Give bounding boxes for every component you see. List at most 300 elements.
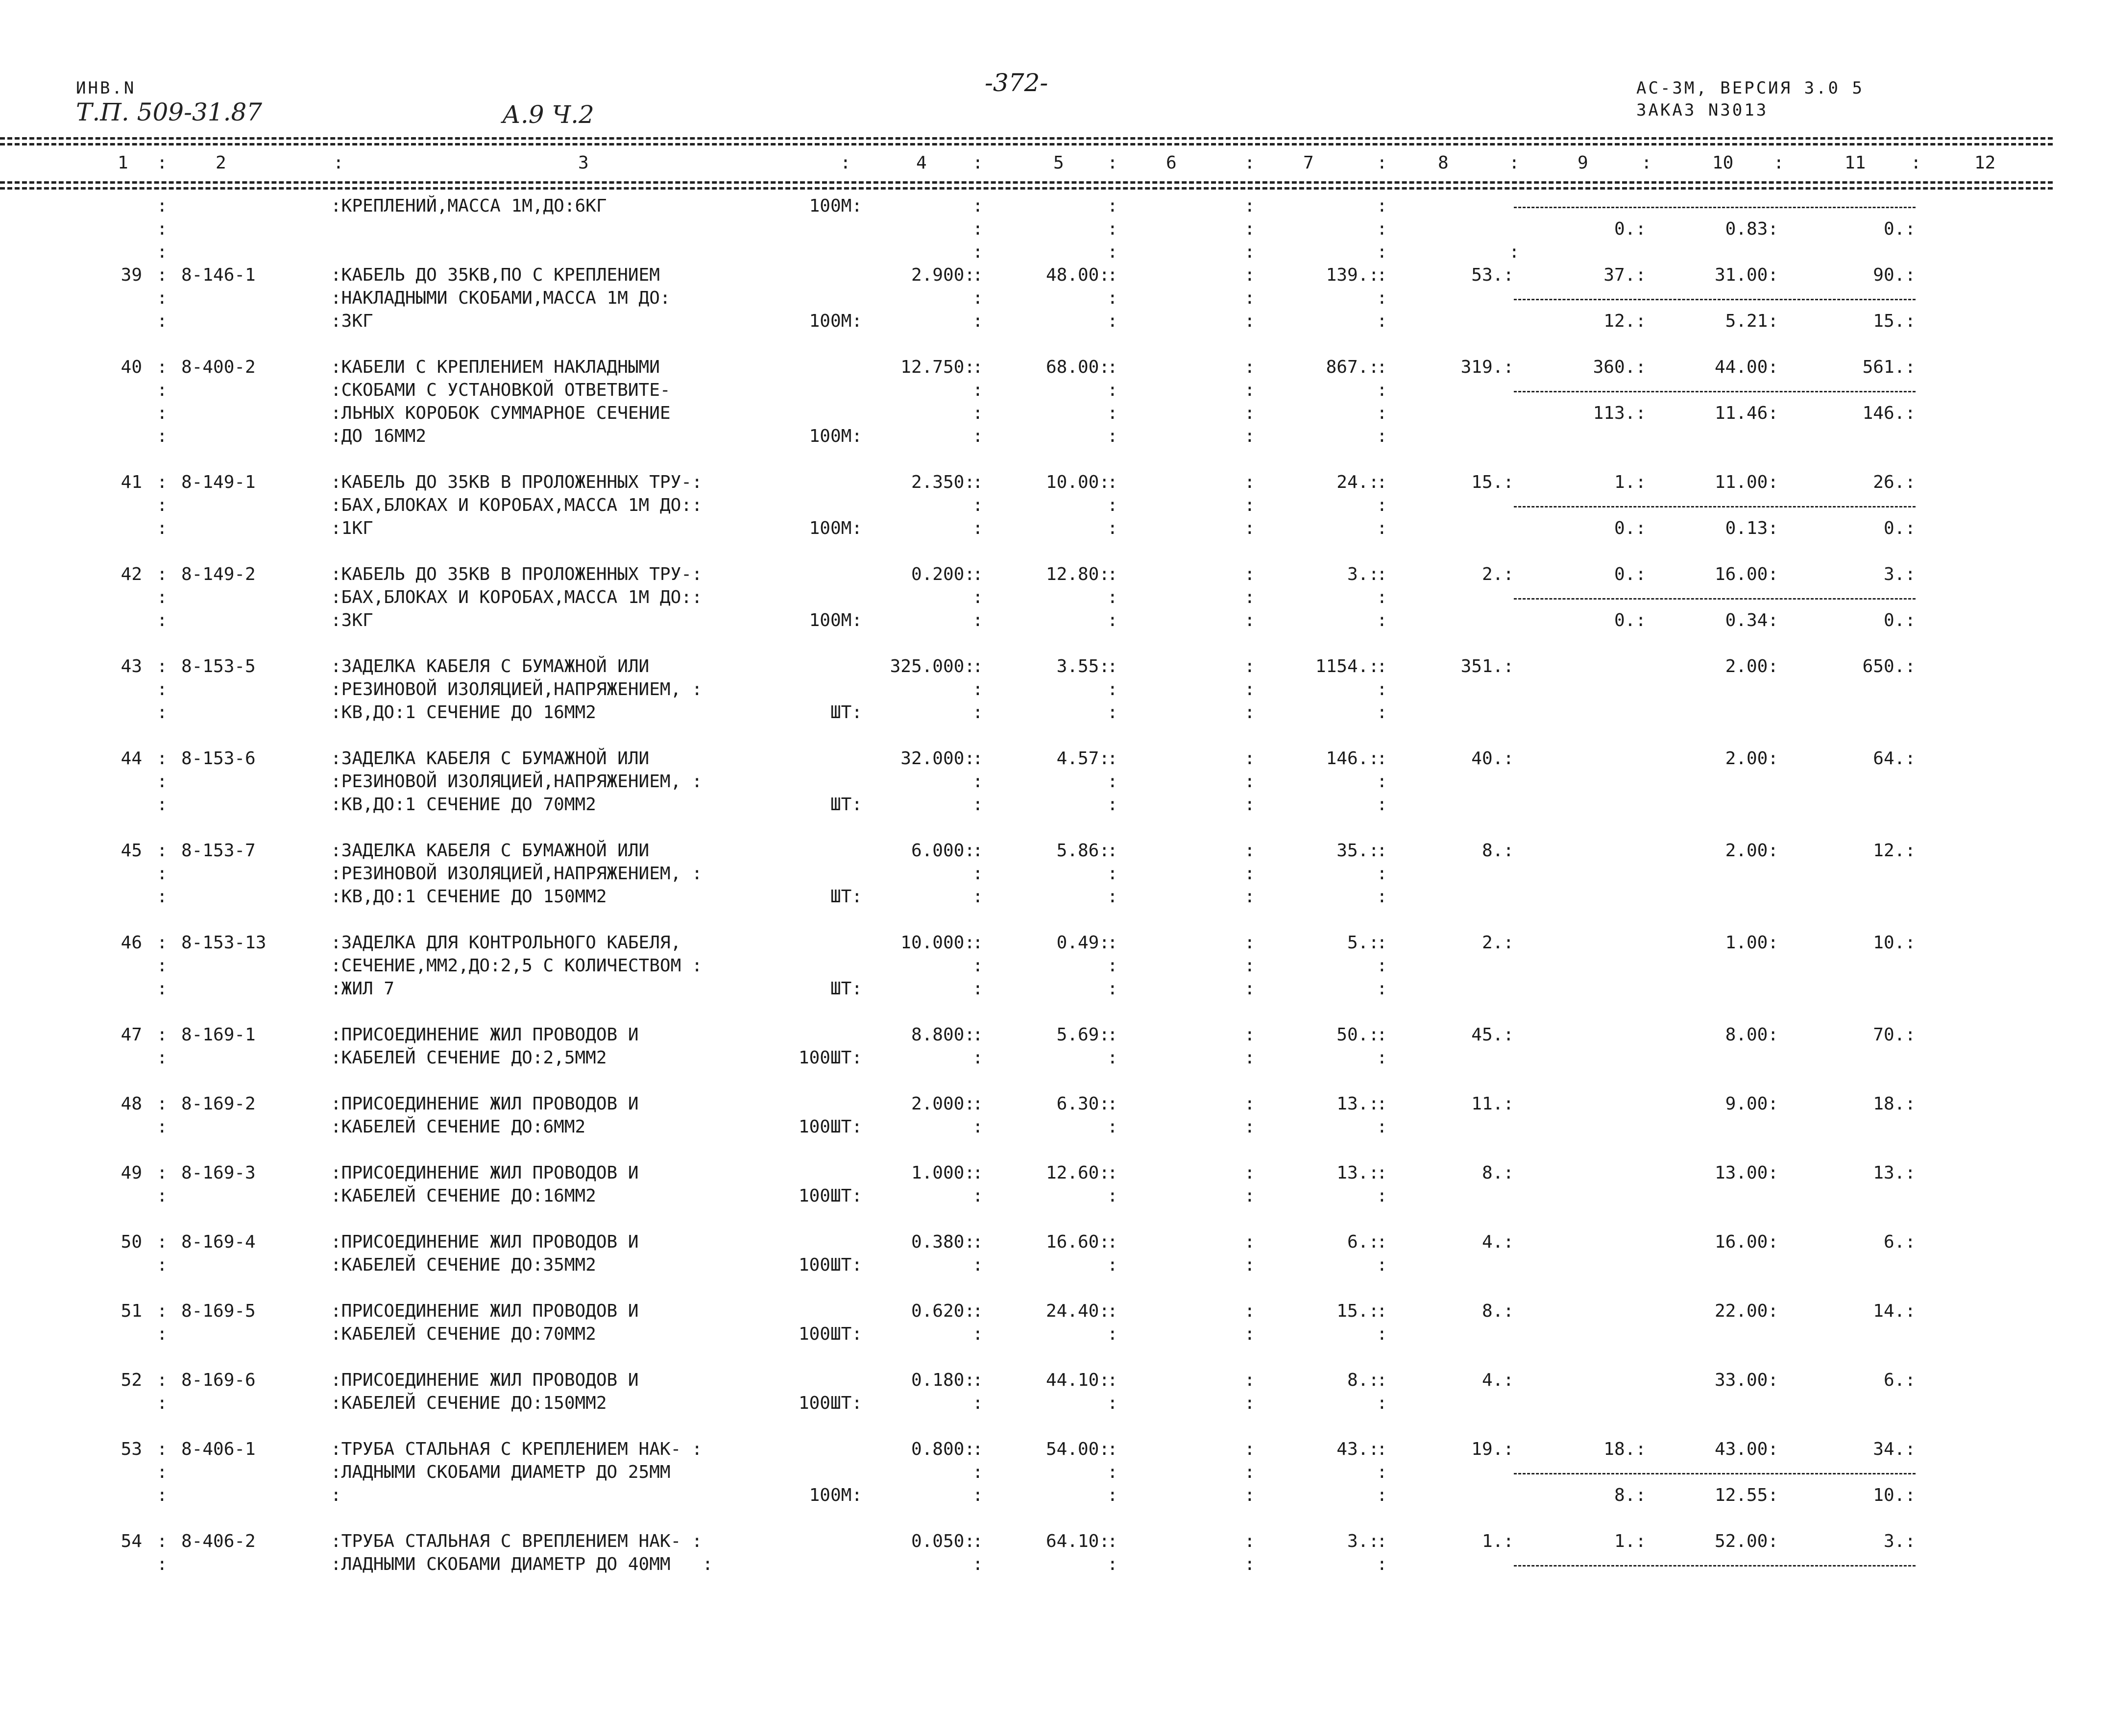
column-separator: : <box>1377 1301 1387 1321</box>
handwritten-project-number: Т.П. 509-31.87 <box>76 98 263 126</box>
column-separator: : <box>972 864 983 884</box>
value-c7: 146.: <box>1326 748 1379 769</box>
unit-of-measure: 100ШТ: <box>798 1117 862 1137</box>
column-separator: : <box>972 1048 983 1068</box>
column-separator: : <box>157 196 168 216</box>
column-separator: : <box>157 979 168 999</box>
work-description: :ПРИСОЕДИНЕНИЕ ЖИЛ ПРОВОДОВ И <box>331 1094 639 1114</box>
column-separator: : <box>972 956 983 976</box>
column-separator: : <box>1244 1485 1255 1505</box>
column-separator: : <box>1244 1048 1255 1068</box>
column-separator: : <box>1107 153 1118 173</box>
column-separator: : <box>1244 288 1255 308</box>
column-separator: : <box>972 702 983 723</box>
column-separator: : <box>1377 380 1387 400</box>
value-c10: 8.00: <box>1725 1025 1778 1045</box>
subtotal-c9: 12.: <box>1603 311 1646 331</box>
unit-of-measure: ШТ: <box>830 887 862 907</box>
subtotal-rule <box>1514 598 1916 600</box>
column-separator: : <box>1377 702 1387 723</box>
value-c9: 1.: <box>1614 1531 1646 1551</box>
column-separator: : <box>1377 196 1387 216</box>
work-description: :1КГ <box>331 518 373 538</box>
column-separator: : <box>1244 795 1255 815</box>
value-c7: 3.: <box>1347 564 1379 584</box>
value-c7: 139.: <box>1326 265 1379 285</box>
value-c5: 0.49: <box>1056 933 1110 953</box>
column-separator: : <box>157 1048 168 1068</box>
subtotal-c9: 0.: <box>1614 610 1646 630</box>
column-header-6: 6 <box>1166 153 1177 173</box>
top-rule <box>0 137 2053 140</box>
column-separator: : <box>1377 265 1387 285</box>
column-separator: : <box>1641 153 1652 173</box>
subtotal-c11: 146.: <box>1862 403 1916 423</box>
column-separator: : <box>157 772 168 792</box>
subtotal-rule <box>1514 391 1916 392</box>
column-separator: : <box>157 795 168 815</box>
column-separator: : <box>1244 979 1255 999</box>
value-c11: 90.: <box>1873 265 1916 285</box>
rate-code: 8-153-7 <box>181 841 256 861</box>
column-separator: : <box>1377 1462 1387 1482</box>
column-separator: : <box>1244 426 1255 446</box>
column-separator: : <box>1377 495 1387 515</box>
work-description: :КАБЕЛЕЙ СЕЧЕНИЕ ДО:70ММ2 <box>331 1324 596 1344</box>
column-separator: : <box>157 956 168 976</box>
value-c4: 0.050: <box>911 1531 975 1551</box>
value-c11: 10.: <box>1873 933 1916 953</box>
value-c4: 0.380: <box>911 1232 975 1252</box>
column-separator: : <box>1244 242 1255 262</box>
rate-code: 8-400-2 <box>181 357 256 377</box>
column-separator: : <box>972 979 983 999</box>
column-separator: : <box>157 841 168 861</box>
value-c5: 16.60: <box>1045 1232 1110 1252</box>
column-separator: : <box>1244 403 1255 423</box>
column-separator: : <box>157 153 168 173</box>
unit-of-measure: 100ШТ: <box>798 1393 862 1413</box>
rate-code: 8-146-1 <box>181 265 256 285</box>
value-c10: 31.00: <box>1714 265 1778 285</box>
column-separator: : <box>1244 1324 1255 1344</box>
column-separator: : <box>157 219 168 239</box>
value-c7: 13.: <box>1336 1163 1379 1183</box>
value-c10: 52.00: <box>1714 1531 1778 1551</box>
column-separator: : <box>333 153 344 173</box>
row-number: 44 <box>121 748 142 769</box>
work-description: :БАХ,БЛОКАХ И КОРОБАХ,МАССА 1М ДО:: <box>331 587 703 607</box>
column-separator: : <box>972 1232 983 1252</box>
column-separator: : <box>1107 1554 1118 1574</box>
column-separator: : <box>1244 748 1255 769</box>
column-separator: : <box>972 1094 983 1114</box>
column-separator: : <box>157 1370 168 1390</box>
rate-code: 8-169-4 <box>181 1232 256 1252</box>
value-c11: 6.: <box>1883 1232 1916 1252</box>
column-separator: : <box>1244 1163 1255 1183</box>
value-c5: 4.57: <box>1056 748 1110 769</box>
column-separator: : <box>157 1117 168 1137</box>
unit-of-measure: 100М: <box>809 426 862 446</box>
column-separator: : <box>1107 1485 1118 1505</box>
column-separator: : <box>1107 864 1118 884</box>
column-header-3: 3 <box>578 153 589 173</box>
column-separator: : <box>1377 1439 1387 1459</box>
work-description: :ДО 16ММ2 <box>331 426 427 446</box>
column-separator: : <box>157 472 168 492</box>
rate-code: 8-153-6 <box>181 748 256 769</box>
column-separator: : <box>1377 887 1387 907</box>
column-separator: : <box>1244 1025 1255 1045</box>
column-separator: : <box>972 495 983 515</box>
subtotal-rule <box>1514 299 1916 300</box>
column-separator: : <box>1377 679 1387 699</box>
column-separator: : <box>1377 1485 1387 1505</box>
column-separator: : <box>1244 472 1255 492</box>
column-separator: : <box>1377 1117 1387 1137</box>
column-separator: : <box>157 587 168 607</box>
column-separator: : <box>1107 1393 1118 1413</box>
column-separator: : <box>1244 702 1255 723</box>
rate-code: 8-149-2 <box>181 564 256 584</box>
column-separator: : <box>1244 587 1255 607</box>
value-c7: 24.: <box>1336 472 1379 492</box>
column-separator: : <box>1107 1094 1118 1114</box>
column-header-2: 2 <box>216 153 226 173</box>
column-separator: : <box>1244 1370 1255 1390</box>
unit-of-measure: 100ШТ: <box>798 1255 862 1275</box>
column-separator: : <box>1244 1232 1255 1252</box>
column-separator: : <box>1107 979 1118 999</box>
work-description: :КАБЕЛЕЙ СЕЧЕНИЕ ДО:150ММ2 <box>331 1393 607 1413</box>
column-separator: : <box>1911 153 1921 173</box>
row-number: 47 <box>121 1025 142 1045</box>
column-separator: : <box>1377 748 1387 769</box>
column-header-8: 8 <box>1438 153 1449 173</box>
column-separator: : <box>1107 748 1118 769</box>
column-separator: : <box>1107 610 1118 630</box>
column-separator: : <box>1377 1531 1387 1551</box>
work-description: :ЗАДЕЛКА КАБЕЛЯ С БУМАЖНОЙ ИЛИ <box>331 748 650 769</box>
value-c4: 0.180: <box>911 1370 975 1390</box>
column-separator: : <box>1107 380 1118 400</box>
column-separator: : <box>972 472 983 492</box>
column-separator: : <box>1377 656 1387 676</box>
value-c7: 13.: <box>1336 1094 1379 1114</box>
work-description: :КАБЕЛЬ ДО 35КВ В ПРОЛОЖЕННЫХ ТРУ-: <box>331 472 703 492</box>
value-c8: 40.: <box>1471 748 1514 769</box>
value-c5: 44.10: <box>1045 1370 1110 1390</box>
column-separator: : <box>1377 288 1387 308</box>
value-c7: 867.: <box>1326 357 1379 377</box>
value-c4: 32.000: <box>900 748 975 769</box>
subtotal-rule <box>1514 506 1916 507</box>
continuation-c9: 0.: <box>1614 219 1646 239</box>
unit-of-measure: 100М: <box>809 518 862 538</box>
value-c5: 5.69: <box>1056 1025 1110 1045</box>
column-separator: : <box>972 311 983 331</box>
column-separator: : <box>1377 841 1387 861</box>
value-c5: 64.10: <box>1045 1531 1110 1551</box>
unit-of-measure: 100М: <box>809 311 862 331</box>
column-separator: : <box>1377 1393 1387 1413</box>
column-separator: : <box>1244 841 1255 861</box>
column-header-11: 11 <box>1845 153 1866 173</box>
work-description: :РЕЗИНОВОЙ ИЗОЛЯЦИЕЙ,НАПРЯЖЕНИЕМ, : <box>331 772 703 792</box>
work-description: :ЛЬНЫХ КОРОБОК СУММАРНОЕ СЕЧЕНИЕ <box>331 403 671 423</box>
column-separator: : <box>1377 219 1387 239</box>
value-c10: 11.00: <box>1714 472 1778 492</box>
rate-code: 8-169-1 <box>181 1025 256 1045</box>
column-separator: : <box>972 564 983 584</box>
value-c8: 351.: <box>1460 656 1514 676</box>
work-description: :ЛАДНЫМИ СКОБАМИ ДИАМЕТР ДО 25ММ <box>331 1462 671 1482</box>
value-c4: 2.000: <box>911 1094 975 1114</box>
value-c10: 16.00: <box>1714 564 1778 584</box>
rate-code: 8-406-2 <box>181 1531 256 1551</box>
column-separator: : <box>972 357 983 377</box>
unit-of-measure: ШТ: <box>830 795 862 815</box>
column-separator: : <box>157 380 168 400</box>
value-c10: 44.00: <box>1714 357 1778 377</box>
column-separator: : <box>1107 426 1118 446</box>
work-description: :ЗАДЕЛКА КАБЕЛЯ С БУМАЖНОЙ ИЛИ <box>331 841 650 861</box>
work-description: :ЗАДЕЛКА ДЛЯ КОНТРОЛЬНОГО КАБЕЛЯ, <box>331 933 681 953</box>
column-separator: : <box>1107 1370 1118 1390</box>
column-separator: : <box>157 1439 168 1459</box>
value-c4: 0.200: <box>911 564 975 584</box>
work-description: :СЕЧЕНИЕ,ММ2,ДО:2,5 С КОЛИЧЕСТВОМ : <box>331 956 703 976</box>
row-number: 46 <box>121 933 142 953</box>
work-description: :КВ,ДО:1 СЕЧЕНИЕ ДО 70ММ2 <box>331 795 596 815</box>
column-separator: : <box>157 1462 168 1482</box>
value-c11: 561.: <box>1862 357 1916 377</box>
subtotal-c9: 113.: <box>1593 403 1646 423</box>
value-c5: 6.30: <box>1056 1094 1110 1114</box>
column-separator: : <box>1107 1531 1118 1551</box>
header-rule <box>0 181 2053 184</box>
column-separator: : <box>972 1255 983 1275</box>
column-separator: : <box>1107 702 1118 723</box>
row-number: 39 <box>121 265 142 285</box>
subtotal-c11: 10.: <box>1873 1485 1916 1505</box>
column-separator: : <box>972 265 983 285</box>
column-separator: : <box>157 495 168 515</box>
value-c4: 0.800: <box>911 1439 975 1459</box>
column-separator: : <box>972 403 983 423</box>
unit-of-measure: ШТ: <box>830 702 862 723</box>
column-separator: : <box>157 1163 168 1183</box>
subtotal-rule <box>1514 1473 1916 1474</box>
value-c5: 68.00: <box>1045 357 1110 377</box>
column-separator: : <box>1509 242 1520 262</box>
value-c11: 650.: <box>1862 656 1916 676</box>
value-c7: 3.: <box>1347 1531 1379 1551</box>
value-c10: 16.00: <box>1714 1232 1778 1252</box>
value-c5: 54.00: <box>1045 1439 1110 1459</box>
value-c4: 10.000: <box>900 933 975 953</box>
subtotal-c11: 0.: <box>1883 610 1916 630</box>
column-separator: : <box>1377 1025 1387 1045</box>
column-separator: : <box>157 748 168 769</box>
column-separator: : <box>1377 610 1387 630</box>
rate-code: 8-169-2 <box>181 1094 256 1114</box>
column-separator: : <box>157 933 168 953</box>
column-separator: : <box>157 1094 168 1114</box>
value-c8: 2.: <box>1481 564 1514 584</box>
row-number: 53 <box>121 1439 142 1459</box>
value-c10: 1.00: <box>1725 933 1778 953</box>
subtotal-c10: 0.13: <box>1725 518 1778 538</box>
column-separator: : <box>972 1370 983 1390</box>
column-separator: : <box>1377 1094 1387 1114</box>
value-c4: 6.000: <box>911 841 975 861</box>
column-separator: : <box>1377 426 1387 446</box>
work-description: :КАБЕЛЕЙ СЕЧЕНИЕ ДО:6ММ2 <box>331 1117 586 1137</box>
row-number: 48 <box>121 1094 142 1114</box>
header-rule-2 <box>0 187 2053 190</box>
column-separator: : <box>1244 1531 1255 1551</box>
column-separator: : <box>1377 956 1387 976</box>
continuation-c11: 0.: <box>1883 219 1916 239</box>
column-separator: : <box>1377 564 1387 584</box>
column-separator: : <box>972 1301 983 1321</box>
column-separator: : <box>1244 518 1255 538</box>
column-separator: : <box>1107 564 1118 584</box>
column-separator: : <box>972 1324 983 1344</box>
value-c10: 43.00: <box>1714 1439 1778 1459</box>
column-separator: : <box>1107 357 1118 377</box>
value-c5: 48.00: <box>1045 265 1110 285</box>
column-separator: : <box>972 196 983 216</box>
column-header-5: 5 <box>1053 153 1064 173</box>
column-separator: : <box>1107 1439 1118 1459</box>
column-separator: : <box>1377 153 1387 173</box>
value-c4: 12.750: <box>900 357 975 377</box>
column-separator: : <box>157 702 168 723</box>
column-separator: : <box>1244 1117 1255 1137</box>
value-c4: 8.800: <box>911 1025 975 1045</box>
work-description: : <box>331 1485 341 1505</box>
row-number: 42 <box>121 564 142 584</box>
column-separator: : <box>157 1531 168 1551</box>
column-separator: : <box>972 772 983 792</box>
work-description: :ПРИСОЕДИНЕНИЕ ЖИЛ ПРОВОДОВ И <box>331 1163 639 1183</box>
value-c11: 12.: <box>1873 841 1916 861</box>
column-separator: : <box>1107 1255 1118 1275</box>
column-separator: : <box>1377 1370 1387 1390</box>
value-c8: 1.: <box>1481 1531 1514 1551</box>
value-c10: 13.00: <box>1714 1163 1778 1183</box>
column-separator: : <box>1107 1186 1118 1206</box>
work-description: :ПРИСОЕДИНЕНИЕ ЖИЛ ПРОВОДОВ И <box>331 1301 639 1321</box>
column-separator: : <box>1377 1324 1387 1344</box>
column-separator: : <box>1244 679 1255 699</box>
column-separator: : <box>157 518 168 538</box>
row-number: 54 <box>121 1531 142 1551</box>
column-separator: : <box>1244 380 1255 400</box>
work-description: :ЖИЛ 7 <box>331 979 395 999</box>
column-separator: : <box>1107 933 1118 953</box>
column-separator: : <box>1377 472 1387 492</box>
column-separator: : <box>157 242 168 262</box>
column-separator: : <box>972 1117 983 1137</box>
column-separator: : <box>972 656 983 676</box>
column-separator: : <box>157 1324 168 1344</box>
value-c7: 8.: <box>1347 1370 1379 1390</box>
column-separator: : <box>972 933 983 953</box>
column-separator: : <box>972 1485 983 1505</box>
column-separator: : <box>972 288 983 308</box>
column-separator: : <box>157 426 168 446</box>
column-separator: : <box>157 1186 168 1206</box>
row-number: 45 <box>121 841 142 861</box>
value-c9: 37.: <box>1603 265 1646 285</box>
unit-of-measure: 100ШТ: <box>798 1324 862 1344</box>
page-number: -372- <box>985 69 1048 97</box>
value-c11: 18.: <box>1873 1094 1916 1114</box>
column-separator: : <box>157 311 168 331</box>
column-separator: : <box>1107 403 1118 423</box>
column-separator: : <box>972 679 983 699</box>
work-description: :ТРУБА СТАЛЬНАЯ С ВРЕПЛЕНИЕМ НАК- : <box>331 1531 703 1551</box>
column-separator: : <box>1107 311 1118 331</box>
column-separator: : <box>157 887 168 907</box>
column-separator: : <box>157 1301 168 1321</box>
column-separator: : <box>157 288 168 308</box>
subtotal-c10: 12.55: <box>1714 1485 1778 1505</box>
work-description: :КАБЕЛЬ ДО 35КВ В ПРОЛОЖЕННЫХ ТРУ-: <box>331 564 703 584</box>
column-separator: : <box>972 1439 983 1459</box>
handwritten-part-number: А.9 Ч.2 <box>502 100 594 129</box>
column-separator: : <box>1244 265 1255 285</box>
work-description: :ПРИСОЕДИНЕНИЕ ЖИЛ ПРОВОДОВ И <box>331 1370 639 1390</box>
column-header-9: 9 <box>1578 153 1588 173</box>
column-separator: : <box>1107 1462 1118 1482</box>
value-c7: 5.: <box>1347 933 1379 953</box>
column-separator: : <box>1107 242 1118 262</box>
column-separator: : <box>1244 956 1255 976</box>
row-number: 43 <box>121 656 142 676</box>
column-separator: : <box>1244 1186 1255 1206</box>
work-description: :3КГ <box>331 311 373 331</box>
column-header-7: 7 <box>1303 153 1314 173</box>
column-separator: : <box>1509 153 1520 173</box>
column-separator: : <box>1377 403 1387 423</box>
subtotal-c10: 0.34: <box>1725 610 1778 630</box>
subtotal-c11: 15.: <box>1873 311 1916 331</box>
continuation-unit: 100М: <box>809 196 862 216</box>
column-separator: : <box>1244 887 1255 907</box>
value-c9: 360.: <box>1593 357 1646 377</box>
column-separator: : <box>1377 1163 1387 1183</box>
row-number: 41 <box>121 472 142 492</box>
subtotal-c10: 11.46: <box>1714 403 1778 423</box>
value-c10: 2.00: <box>1725 748 1778 769</box>
column-separator: : <box>1377 1255 1387 1275</box>
value-c8: 319.: <box>1460 357 1514 377</box>
column-separator: : <box>157 656 168 676</box>
column-separator: : <box>1377 864 1387 884</box>
work-description: :ПРИСОЕДИНЕНИЕ ЖИЛ ПРОВОДОВ И <box>331 1025 639 1045</box>
subtotal-c11: 0.: <box>1883 518 1916 538</box>
column-separator: : <box>157 403 168 423</box>
value-c11: 26.: <box>1873 472 1916 492</box>
column-separator: : <box>1107 956 1118 976</box>
column-separator: : <box>1107 518 1118 538</box>
value-c5: 3.55: <box>1056 656 1110 676</box>
